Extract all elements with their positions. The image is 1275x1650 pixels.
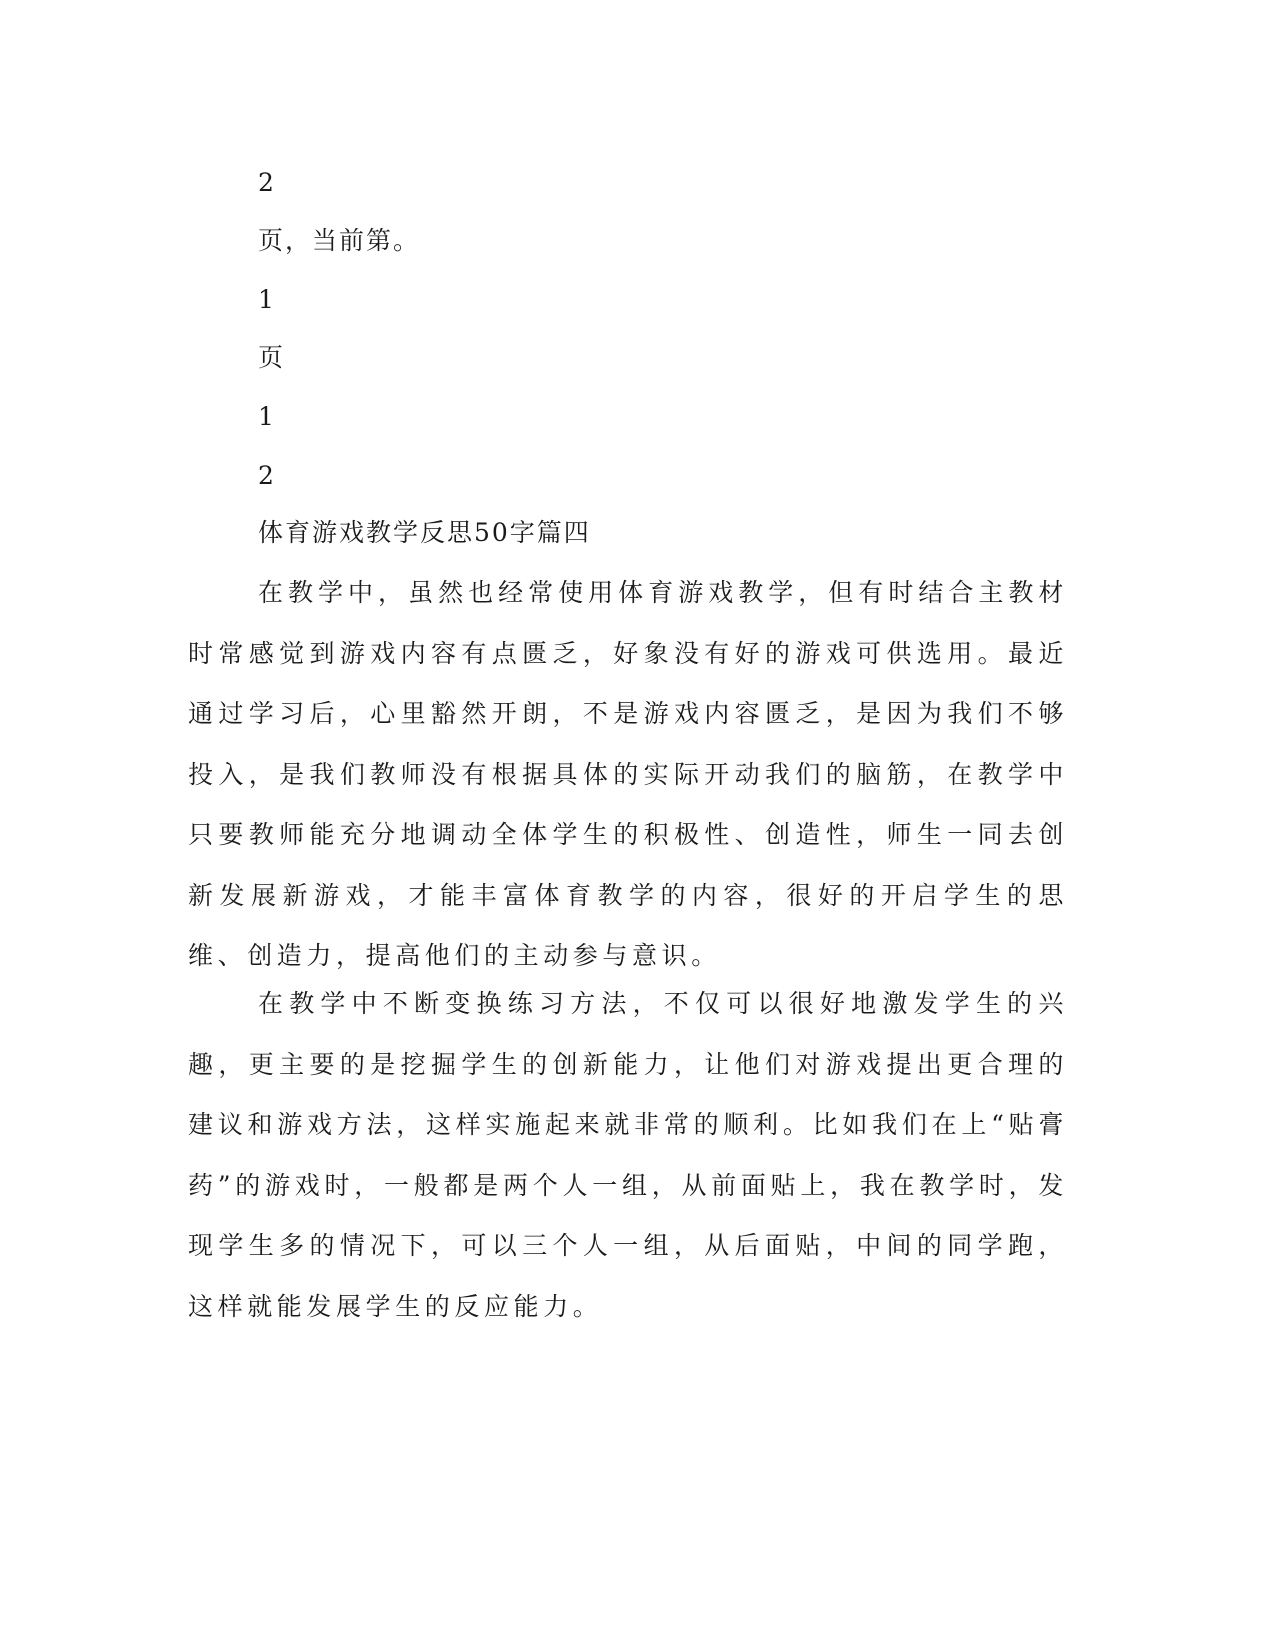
body-paragraph-2: 在教学中不断变换练习方法，不仅可以很好地激发学生的兴趣，更主要的是挖掘学生的创新能力，让他们对游戏提出更合理的建议和游戏方法，这样实施起来就非常的顺利。比如我们在上“贴膏药”的游戏时，一般都是两个人一组，从前面贴上，我在教学时，发现学生多的情况下，可以三个人一组，从后面贴，中间的同学跑，这样就能发展学生的反应能力。 [188,989,1068,1321]
section-title: 体育游戏教学反思50字篇四 [258,518,591,547]
page-label: 页 [258,343,286,372]
page-link-1[interactable]: 1 [258,402,276,431]
body-paragraph-1: 在教学中，虽然也经常使用体育游戏教学，但有时结合主教材时常感觉到游戏内容有点匮乏，好象没有好的游戏可供选用。最近通过学习后，心里豁然开朗，不是游戏内容匮乏，是因为我们不够投入，是我们教师没有根据具体的实际开动我们的脑筋，在教学中只要教师能充分地调动全体学生的积极性、创造性，师生一同去创新发展新游戏，才能丰富体育教学的内容，很好的开启学生的思维、创造力，提高他们的主动参与意识。 [188,578,1068,970]
current-page-number: 1 [258,285,276,314]
page-count-number: 2 [258,168,276,197]
page-current-label: 页，当前第。 [258,226,421,255]
page-link-2[interactable]: 2 [258,461,276,490]
